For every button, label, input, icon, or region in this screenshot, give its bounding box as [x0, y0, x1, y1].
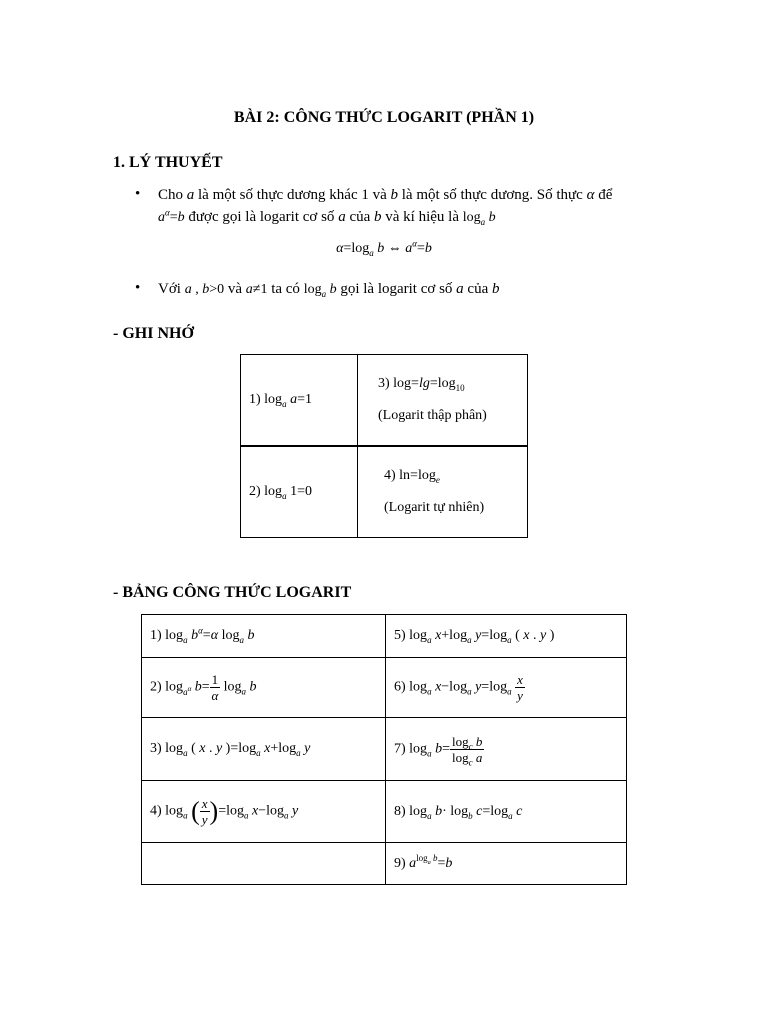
- formula-cell-1: 1) $\log_a b^\alpha=\alpha$ $\log_a b$: [142, 615, 386, 658]
- formula-cell-6: 6) $\log_a x-\log_a$ $y=\log_a$ $\frac{x}{y}$: [386, 658, 627, 718]
- section-heading-theory: 1. LÝ THUYẾT: [113, 154, 223, 171]
- page-title: BÀI 2: CÔNG THỨC LOGARIT (PHẦN 1): [233, 109, 535, 126]
- formula-cell-9: 9) $a^{log_a b}=b$: [386, 843, 627, 885]
- formula-cell-5: 5) $\log_a x+\log_a$ $y=\log_a$ ( x . y ): [386, 615, 627, 658]
- formula-cell-7: 7) $\log_a b=$ $\frac{\log_c b}{\log_c a}$: [386, 718, 627, 781]
- formula-cell-8: 8) $\log_a b\cdot \log_b c=\log_a$ c: [386, 781, 627, 843]
- bullet-condition: Với a , b>0 và a≠1 ta có $\log_a b$ gọi là logarit cơ số a của b: [158, 281, 500, 299]
- memo-cell-4: 4) $\ln=\log_e$ (Logarit tự nhiên): [358, 446, 528, 538]
- formula-cell-3: 3) $\log_a$ ( x . y )$=\log_a$ $x+\log_a$ y: [142, 718, 386, 781]
- formula-cell-2: 2) $\log_{a^\alpha} b=$ $\frac{1}{\alpha}$ $\log_a b$: [142, 658, 386, 718]
- definition-formula: $\alpha=\log_a$ b ⇔ $a^\alpha=b$: [336, 238, 432, 258]
- bullet-icon: •: [135, 280, 141, 296]
- formula-table: [141, 614, 627, 885]
- section-heading-memo: - GHI NHỚ: [113, 325, 194, 342]
- formula-cell-4: 4) $\log_a$ ( $\frac{x}{y}$ )$=\log_a$ $x-\log_a$ y: [142, 781, 386, 843]
- memo-cell-3: 3) $\log=\lg=\log_{10}$ (Logarit thập phân): [358, 355, 528, 447]
- bullet-definition: Cho a là một số thực dương khác 1 và b là một số thực dương. Số thực α để $a^\alpha=b$ được gọi là logarit cơ số a của b và kí hiệu là $\log_a b$: [158, 187, 613, 227]
- memo-table: [240, 354, 528, 538]
- memo-cell-2: 2) $\log_a 1=0$: [241, 446, 358, 538]
- bullet-icon: •: [135, 186, 141, 202]
- formula-cell-empty: [142, 843, 386, 885]
- memo-cell-1: 1) $\log_a a=1$: [241, 355, 358, 447]
- section-heading-formulas: - BẢNG CÔNG THỨC LOGARIT: [113, 584, 352, 601]
